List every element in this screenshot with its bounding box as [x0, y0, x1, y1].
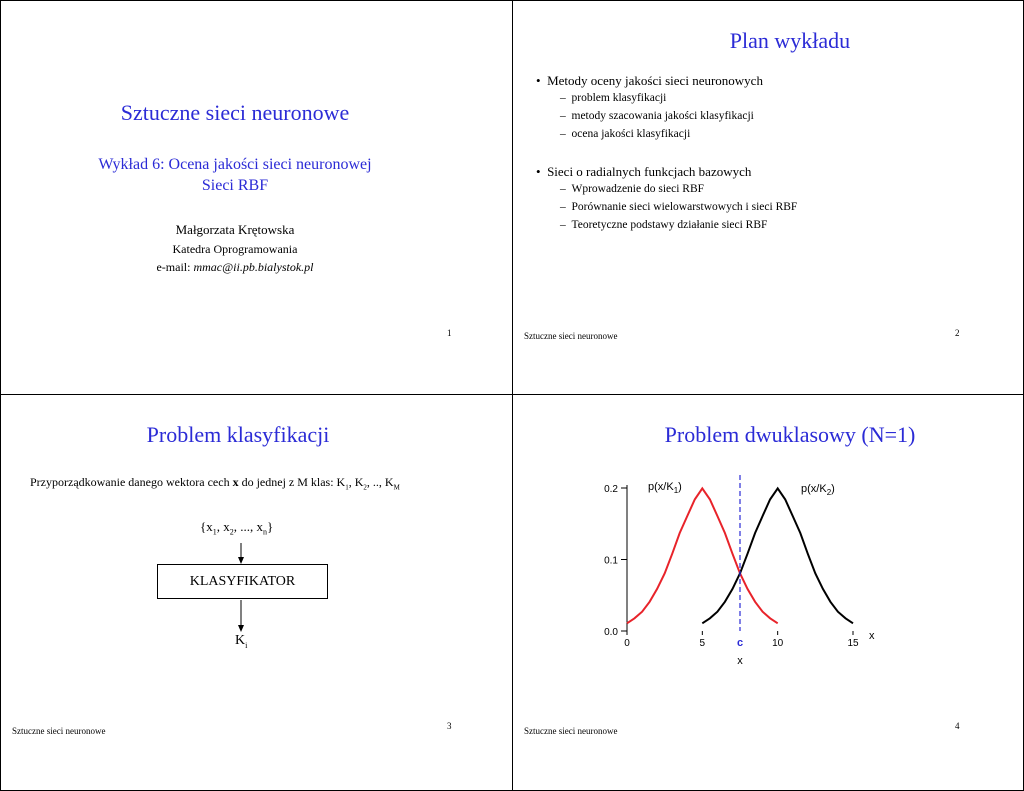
dash-symbol: –: [560, 92, 566, 104]
sub-item-text: Teoretyczne podstawy działanie sieci RBF: [571, 219, 768, 231]
bullet-item: [536, 73, 763, 89]
bullet-symbol: •: [536, 73, 541, 88]
bullet-item: [536, 164, 751, 180]
sub-item: [560, 92, 666, 104]
classifier-box: KLASYFIKATOR: [157, 564, 328, 599]
x-tick-label: 15: [847, 638, 859, 649]
output-class: [235, 633, 247, 650]
x-tick-label: 0: [624, 638, 630, 649]
slide-2-title: Plan wykładu: [729, 28, 851, 53]
page-number: 4: [955, 721, 960, 731]
vector-text: }: [267, 519, 274, 534]
desc-vector-symbol: x: [232, 475, 239, 489]
bullet-symbol: •: [536, 164, 541, 179]
slide-3: [0, 395, 512, 790]
slide-3-title: Problem klasyfikacji: [146, 422, 330, 447]
slide-4: [512, 395, 1024, 790]
slide-1-subtitle-line1: Wykład 6: Ocena jakości sieci neuronowej: [98, 156, 372, 173]
sub-item: [560, 110, 754, 122]
vector-subscript: 2: [229, 527, 234, 537]
sub-item: [560, 128, 690, 140]
dash-symbol: –: [560, 201, 566, 213]
department: Katedra Oprogramowania: [172, 242, 298, 256]
series-label-1: $p(x/K_1)$: [648, 481, 682, 495]
slide-footer: Sztuczne sieci neuronowe: [524, 331, 618, 341]
slide-footer: Sztuczne sieci neuronowe: [524, 726, 618, 736]
series-label-2: $p(x/K_2)$: [801, 483, 835, 497]
y-tick-label: 0.0: [604, 627, 618, 638]
dash-symbol: –: [560, 219, 566, 231]
author-name: Małgorzata Krętowska: [175, 222, 295, 237]
sub-item-text: Wprowadzenie do sieci RBF: [571, 183, 705, 195]
vector-text: , x: [216, 519, 230, 534]
vector-subscript: 1: [212, 527, 217, 537]
x-axis-end-label: x: [869, 630, 875, 642]
y-tick-label: 0.1: [604, 555, 618, 567]
x-axis-label: x: [737, 655, 743, 667]
sub-item: [560, 183, 704, 195]
sub-item-text: problem klasyfikacji: [571, 92, 667, 104]
series-line-2: [702, 488, 853, 623]
page-number: 3: [447, 721, 452, 731]
y-tick-label: 0.2: [604, 484, 618, 495]
threshold-label: c: [736, 637, 744, 649]
vector-text: {x: [200, 519, 213, 534]
x-tick-label: 10: [772, 638, 784, 649]
vector-text: , ..., x: [233, 519, 263, 534]
series-line-1: [627, 488, 778, 623]
desc-text: do jednej z M klas: K: [238, 475, 346, 489]
dash-symbol: –: [560, 128, 566, 140]
slide-1: [0, 0, 512, 395]
email-line: [0, 260, 470, 275]
desc-text: , .., K: [366, 475, 394, 489]
slide-1-title: Sztuczne sieci neuronowe: [120, 100, 350, 125]
arrow-head-1: [238, 557, 244, 564]
dash-symbol: –: [560, 110, 566, 122]
vector-subscript: n: [263, 527, 267, 537]
desc-subscript: M: [393, 483, 400, 492]
sub-item-text: ocena jakości klasyfikacji: [571, 128, 691, 140]
sub-item-text: Porównanie sieci wielowarstwowych i sieci RBF: [571, 201, 798, 213]
email-label: e-mail:: [156, 260, 194, 274]
desc-subscript: 1: [345, 483, 349, 492]
x-tick-label: 5: [699, 638, 706, 649]
desc-subscript: 2: [363, 483, 367, 492]
sub-item-text: metody szacowania jakości klasyfikacji: [571, 110, 754, 122]
arrow-head-2: [238, 625, 244, 632]
bullet-text: Sieci o radialnych funkcjach bazowych: [547, 164, 752, 179]
output-text: K: [235, 633, 246, 648]
sub-item: [560, 201, 797, 213]
slide-footer: Sztuczne sieci neuronowe: [12, 726, 106, 736]
page-number: 1: [447, 328, 452, 338]
bullet-text: Metody oceny jakości sieci neuronowych: [547, 73, 763, 88]
email-address: mmac@ii.pb.bialystok.pl: [193, 260, 314, 274]
desc-text: , K: [348, 475, 364, 489]
slide-1-subtitle-line2: Sieci RBF: [201, 177, 269, 194]
dash-symbol: –: [560, 183, 566, 195]
slide-2: [512, 0, 1024, 395]
slide-4-title: Problem dwuklasowy (N=1): [664, 422, 916, 447]
desc-text: Przyporządkowanie danego wektora cech: [30, 475, 233, 489]
output-subscript: i: [245, 640, 248, 650]
page-number: 2: [955, 328, 960, 338]
sub-item: [560, 219, 767, 231]
